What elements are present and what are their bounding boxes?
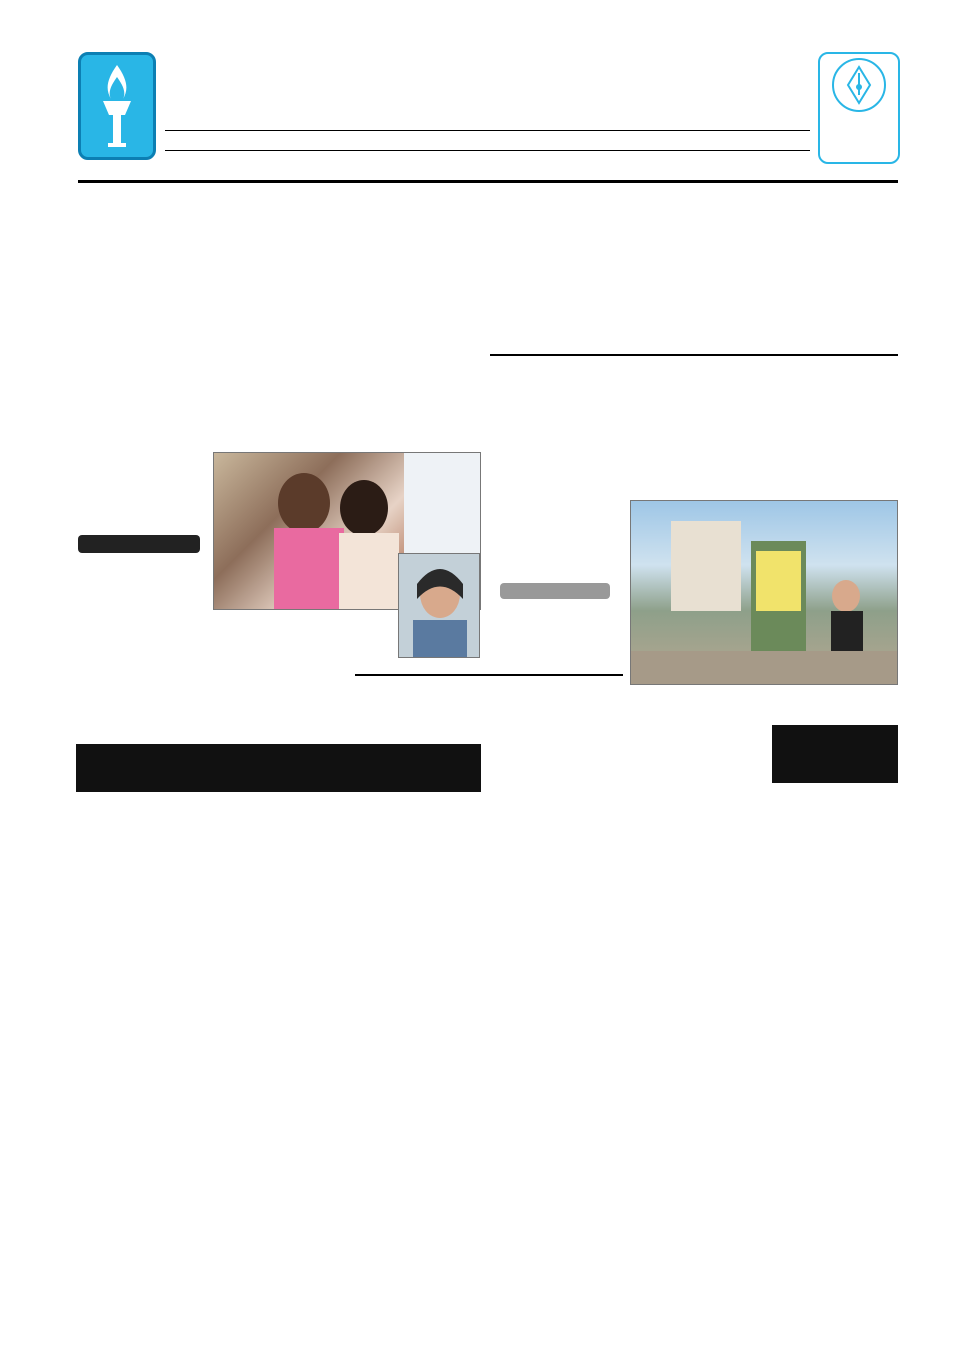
housing-body-1 xyxy=(490,500,615,580)
masthead-meta-line1 xyxy=(165,130,810,133)
gas-kicker xyxy=(355,674,623,676)
smes-side-box xyxy=(772,725,898,783)
housing-street-photo xyxy=(630,500,898,685)
lead-reporter-label xyxy=(78,535,200,553)
lead-intro xyxy=(78,452,203,532)
pen-nib-icon xyxy=(832,58,886,112)
newspaper-title xyxy=(165,48,810,128)
lead-continuation xyxy=(213,670,481,725)
housing-body-2 xyxy=(490,603,615,673)
lead-headline xyxy=(76,228,902,355)
lead-body xyxy=(78,574,203,734)
torch-logo xyxy=(78,52,156,160)
housing-reporter-label xyxy=(500,583,610,599)
masthead-badge xyxy=(818,52,900,164)
black-page-body xyxy=(76,798,481,930)
lead-supertitle xyxy=(78,176,898,183)
torch-icon xyxy=(81,55,153,157)
black-page-title xyxy=(76,744,481,792)
zavitsanou-inset-photo xyxy=(398,553,480,658)
lead-photo-caption xyxy=(213,614,396,664)
housing-kicker xyxy=(490,354,898,356)
housing-photo-caption xyxy=(630,690,898,716)
masthead-meta-line2 xyxy=(165,148,810,151)
housing-body-3 xyxy=(630,722,760,782)
